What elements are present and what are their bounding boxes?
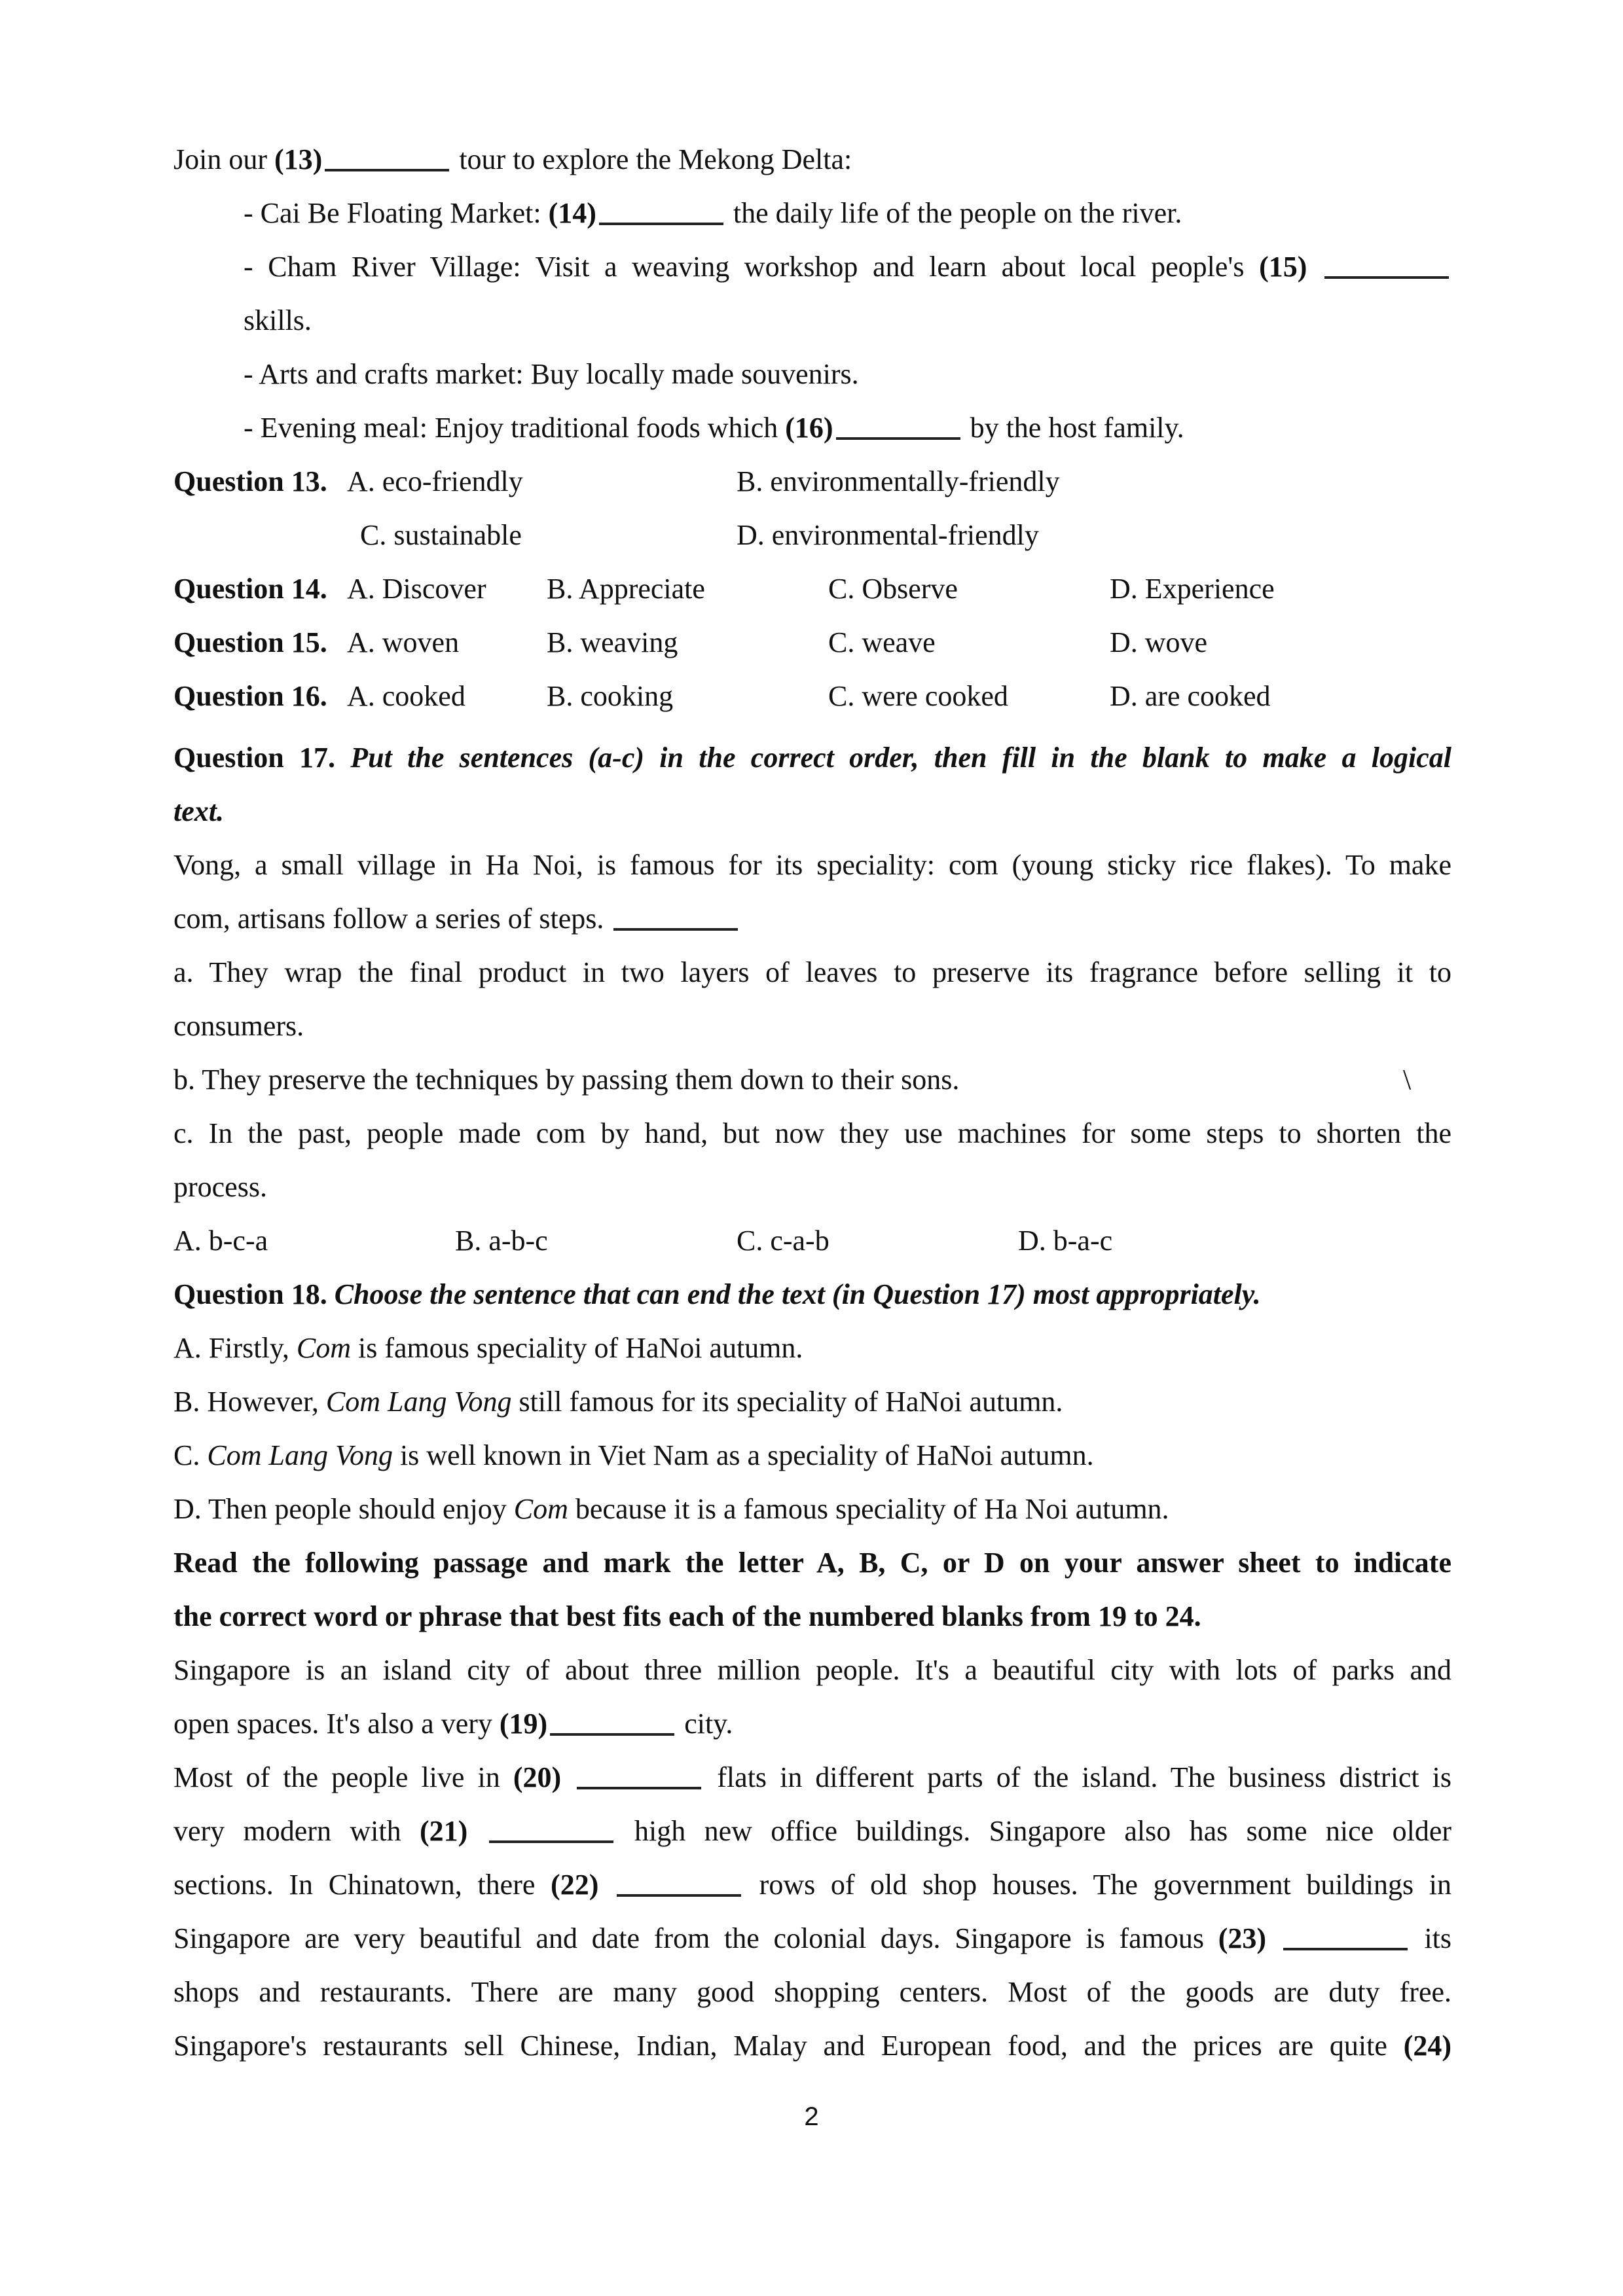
blank-number: (13): [274, 143, 323, 175]
text: very modern with: [173, 1815, 420, 1847]
sentence-c: c. In the past, people made com by hand, but now they use machines for some steps to shorten the: [173, 1117, 1451, 1149]
page-number: 2: [804, 2102, 819, 2131]
italic-term: Com Lang Vong: [325, 1386, 512, 1418]
option-b[interactable]: B. Appreciate: [547, 573, 705, 605]
text: Most of the people live in: [173, 1761, 513, 1793]
question-label: Question 14.: [173, 573, 327, 605]
italic-term: Com: [296, 1332, 351, 1364]
question-13-row2: [173, 516, 1451, 555]
text: Singapore are very beautiful and date from the colonial days. Singapore is famous: [173, 1922, 1218, 1954]
text: b. They preserve the techniques by passing them down to their sons.: [173, 1064, 960, 1096]
text: still famous for its speciality of HaNoi autumn.: [511, 1386, 1063, 1418]
blank-number: (24): [1403, 2030, 1451, 2062]
text: city.: [677, 1708, 733, 1740]
reading-instruction: Read the following passage and mark the letter A, B, C, or D on your answer sheet to indicate: [173, 1547, 1451, 1579]
text: - Evening meal: Enjoy traditional foods which: [244, 412, 786, 444]
reading-passage-line: [173, 1919, 1451, 1958]
text: - Cai Be Floating Market:: [244, 197, 549, 229]
question-17-instruction-cont: text.: [173, 795, 224, 827]
answer-blank: [489, 1838, 613, 1843]
reading-passage-line: shops and restaurants. There are many good shopping centers. Most of the goods are duty free.: [173, 1976, 1451, 2008]
option-d[interactable]: D. are cooked: [1110, 680, 1271, 712]
reading-passage-line: [173, 2026, 1451, 2066]
blank-number: (23): [1218, 1922, 1266, 1954]
option-c[interactable]: C. were cooked: [828, 680, 1008, 712]
option-d[interactable]: D. b-a-c: [1018, 1225, 1113, 1257]
text: is famous speciality of HaNoi autumn.: [350, 1332, 803, 1364]
reading-instruction-cont: the correct word or phrase that best fits each of the numbered blanks from 19 to 24.: [173, 1600, 1201, 1632]
text: sections. In Chinatown, there: [173, 1869, 551, 1901]
answer-blank: [1324, 274, 1449, 279]
blank-number: (15): [1259, 251, 1307, 283]
option-b[interactable]: B. cooking: [547, 680, 674, 712]
text: C.: [173, 1439, 208, 1471]
question-16: [173, 677, 1451, 716]
option-a[interactable]: A. b-c-a: [173, 1225, 268, 1257]
option-c[interactable]: C. sustainable: [360, 519, 522, 551]
reading-passage-line: [173, 1704, 1451, 1744]
blank-number: (14): [548, 197, 596, 229]
option-a[interactable]: A. cooked: [347, 680, 465, 712]
option-b[interactable]: [173, 1382, 1451, 1422]
answer-blank: [617, 1892, 741, 1897]
question-17-instruction: [173, 738, 1451, 778]
option-c[interactable]: C. c-a-b: [737, 1225, 830, 1257]
option-a[interactable]: A. Discover: [347, 573, 486, 605]
option-a[interactable]: A. woven: [347, 626, 460, 658]
text: is well known in Viet Nam as a speciality of HaNoi autumn.: [392, 1439, 1094, 1471]
instruction-text: Put the sentences (a-c) in the correct order, then fill in the blank to make a logical: [350, 742, 1451, 774]
option-d[interactable]: [173, 1490, 1451, 1529]
text: open spaces. It's also a very: [173, 1708, 500, 1740]
text: A. Firstly,: [173, 1332, 297, 1364]
option-d[interactable]: D. Experience: [1110, 573, 1275, 605]
italic-term: Com: [513, 1493, 568, 1525]
sentence-b: [173, 1060, 1451, 1100]
question-15: [173, 623, 1451, 662]
option-b[interactable]: B. a-b-c: [455, 1225, 548, 1257]
text: Singapore's restaurants sell Chinese, Indian, Malay and European food, and the prices are quite: [173, 2030, 1404, 2062]
question-label: Question 16.: [173, 680, 327, 712]
stray-backslash-mark: \: [1403, 1064, 1412, 1096]
text: because it is a famous speciality of Ha Noi autumn.: [568, 1493, 1169, 1525]
blank-number: (22): [551, 1869, 599, 1901]
answer-blank: [325, 166, 449, 171]
option-a[interactable]: [173, 1329, 1451, 1368]
text: by the host family.: [962, 412, 1184, 444]
question-18-instruction: [173, 1275, 1451, 1314]
option-b[interactable]: B. environmentally-friendly: [737, 465, 1060, 497]
question-13: [173, 462, 1451, 501]
answer-blank: [836, 435, 960, 440]
blank-number: (16): [785, 412, 833, 444]
answer-blank: [599, 220, 723, 225]
option-c[interactable]: C. weave: [828, 626, 936, 658]
option-a[interactable]: A. eco-friendly: [347, 465, 523, 497]
sentence-a: a. They wrap the final product in two layers of leaves to preserve its fragrance before selling it to: [173, 956, 1451, 988]
text: flats in different parts of the island. The business district is: [717, 1761, 1451, 1793]
text: Join our: [173, 143, 274, 175]
blank-number: (20): [513, 1761, 562, 1793]
passage-item-continuation: skills.: [244, 304, 312, 336]
text: tour to explore the Mekong Delta:: [452, 143, 852, 175]
question-label: Question 13.: [173, 465, 327, 497]
passage-item: [244, 408, 1451, 448]
text: com, artisans follow a series of steps.: [173, 903, 604, 935]
answer-blank: [1283, 1945, 1408, 1950]
question-14: [173, 569, 1451, 609]
text: - Cham River Village: Visit a weaving workshop and learn about local people's: [244, 251, 1260, 283]
sentence-a-cont: consumers.: [173, 1010, 304, 1042]
passage-item: - Arts and crafts market: Buy locally made souvenirs.: [244, 358, 859, 390]
answer-blank: [613, 925, 738, 931]
answer-blank: [577, 1784, 701, 1789]
reading-passage-line: [173, 1812, 1451, 1851]
q17-passage-cont: [173, 899, 1451, 939]
option-b[interactable]: B. weaving: [547, 626, 678, 658]
blank-number: (19): [499, 1708, 548, 1740]
text: D. Then people should enjoy: [173, 1493, 514, 1525]
option-d[interactable]: D. environmental-friendly: [737, 519, 1039, 551]
option-c[interactable]: [173, 1436, 1451, 1475]
italic-term: Com Lang Vong: [207, 1439, 393, 1471]
passage-item: [244, 194, 1451, 233]
reading-passage-line: Singapore is an island city of about three million people. It's a beautiful city with lots of parks and: [173, 1654, 1451, 1686]
question-label: Question 18.: [173, 1278, 327, 1310]
text: rows of old shop houses. The government buildings in: [759, 1869, 1451, 1901]
sentence-c-cont: process.: [173, 1171, 267, 1203]
text: its: [1424, 1922, 1452, 1954]
question-label: Question 17.: [173, 742, 335, 774]
blank-number: (21): [419, 1815, 468, 1847]
instruction-text: Choose the sentence that can end the text (in Question 17) most appropriately.: [334, 1278, 1261, 1310]
text: B. However,: [173, 1386, 326, 1418]
text: high new office buildings. Singapore also has some nice older: [634, 1815, 1451, 1847]
passage-item: [244, 247, 1451, 287]
question-label: Question 15.: [173, 626, 327, 658]
reading-passage-line: [173, 1758, 1451, 1797]
passage-intro: [173, 140, 1451, 179]
text: the daily life of the people on the river.: [725, 197, 1182, 229]
option-d[interactable]: D. wove: [1110, 626, 1208, 658]
q17-passage: Vong, a small village in Ha Noi, is famous for its speciality: com (young sticky rice flakes). To make: [173, 849, 1451, 881]
option-c[interactable]: C. Observe: [828, 573, 958, 605]
question-17-options: [173, 1221, 1451, 1261]
answer-blank: [550, 1731, 674, 1736]
reading-passage-line: [173, 1865, 1451, 1905]
